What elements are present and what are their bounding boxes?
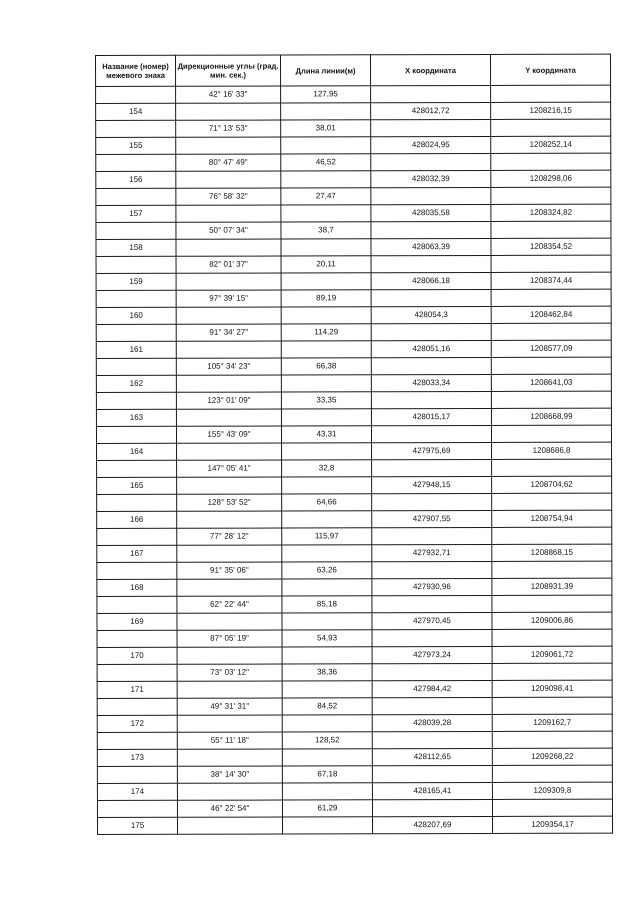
line-length-cell: 114,29 (281, 324, 371, 341)
direction-angle-cell: 91° 34' 27" (176, 324, 281, 341)
y-coordinate-cell: 1208252,14 (491, 136, 611, 153)
line-length-cell: 46,52 (281, 154, 371, 171)
line-length-cell: 84,52 (282, 698, 372, 715)
direction-angle-cell: 77° 28' 12" (177, 528, 282, 545)
x-coordinate-cell: 428024,95 (371, 136, 491, 153)
empty-cell (281, 273, 371, 290)
direction-angle-cell: 82° 01' 37" (176, 256, 281, 273)
empty-cell (371, 187, 491, 204)
x-coordinate-cell: 428051,16 (371, 340, 491, 357)
empty-cell (281, 103, 371, 120)
empty-cell (282, 749, 372, 766)
empty-cell (97, 766, 177, 783)
empty-cell (282, 817, 372, 834)
point-row (97, 510, 612, 528)
empty-cell (371, 357, 491, 374)
empty-cell (176, 273, 281, 290)
empty-cell (97, 562, 177, 579)
point-name-cell: 170 (97, 647, 177, 664)
point-name-cell: 166 (97, 511, 177, 528)
y-coordinate-cell: 1208668,99 (491, 408, 611, 425)
point-row (96, 272, 611, 290)
segment-row (97, 595, 612, 613)
empty-cell (281, 171, 371, 188)
empty-cell (492, 765, 612, 782)
line-length-cell: 89,19 (281, 290, 371, 307)
x-coordinate-cell: 428054,3 (371, 306, 491, 323)
empty-cell (96, 120, 176, 137)
point-row (97, 476, 612, 494)
direction-angle-cell: 105° 34' 23" (176, 358, 281, 375)
line-length-cell: 33,35 (281, 392, 371, 409)
empty-cell (491, 323, 611, 340)
empty-cell (371, 85, 491, 102)
direction-angle-cell: 76° 58' 32" (176, 188, 281, 205)
empty-cell (282, 443, 372, 460)
point-name-cell: 157 (96, 205, 176, 222)
empty-cell (282, 545, 372, 562)
empty-cell (176, 409, 281, 426)
x-coordinate-cell: 428066,18 (371, 272, 491, 289)
header-y-coordinate: Y координата (490, 54, 610, 85)
empty-cell (176, 137, 281, 154)
line-length-cell: 128,52 (282, 732, 372, 749)
point-row (97, 748, 612, 766)
header-line-length: Длина линии(м) (281, 55, 371, 86)
point-row (97, 816, 612, 834)
segment-row (96, 323, 611, 341)
point-row (96, 102, 611, 120)
point-name-cell: 168 (97, 579, 177, 596)
empty-cell (177, 477, 282, 494)
empty-cell (282, 477, 372, 494)
empty-cell (177, 749, 282, 766)
point-row (96, 340, 611, 358)
point-name-cell: 174 (97, 783, 177, 800)
line-length-cell: 85,18 (282, 596, 372, 613)
empty-cell (282, 681, 372, 698)
y-coordinate-cell: 1208216,15 (491, 102, 611, 119)
empty-cell (491, 391, 611, 408)
empty-cell (492, 595, 612, 612)
empty-cell (492, 561, 612, 578)
x-coordinate-cell: 428012,72 (371, 102, 491, 119)
direction-angle-cell: 147° 05' 41" (177, 460, 282, 477)
empty-cell (371, 425, 491, 442)
x-coordinate-cell: 428032,39 (371, 170, 491, 187)
y-coordinate-cell: 1208462,84 (491, 306, 611, 323)
header-row (96, 54, 611, 86)
point-name-cell: 160 (96, 307, 176, 324)
segment-row (97, 731, 612, 749)
empty-cell (371, 323, 491, 340)
empty-cell (492, 799, 612, 816)
segment-row (96, 357, 611, 375)
direction-angle-cell: 46° 22' 54" (177, 800, 282, 817)
point-name-cell: 164 (97, 443, 177, 460)
segment-row (97, 527, 612, 545)
empty-cell (491, 153, 611, 170)
empty-cell (177, 545, 282, 562)
x-coordinate-cell: 427973,24 (372, 646, 492, 663)
y-coordinate-cell: 1208686,8 (492, 442, 612, 459)
empty-cell (372, 527, 492, 544)
header-point-name: Название (номер) межевого знака (96, 55, 176, 86)
point-name-cell: 154 (96, 103, 176, 120)
point-row (97, 714, 612, 732)
empty-cell (281, 375, 371, 392)
empty-cell (176, 239, 281, 256)
empty-cell (281, 409, 371, 426)
point-row (96, 204, 611, 222)
empty-cell (177, 579, 282, 596)
coordinates-table (95, 54, 613, 835)
empty-cell (371, 221, 491, 238)
line-length-cell: 27,47 (281, 188, 371, 205)
empty-cell (96, 324, 176, 341)
y-coordinate-cell: 1208641,03 (491, 374, 611, 391)
empty-cell (176, 171, 281, 188)
segment-row (97, 493, 612, 511)
coordinates-document (95, 55, 610, 835)
y-coordinate-cell: 1209162,7 (492, 714, 612, 731)
empty-cell (281, 307, 371, 324)
x-coordinate-cell: 427984,42 (372, 680, 492, 697)
point-name-cell: 169 (97, 613, 177, 630)
direction-angle-cell: 97° 39' 15" (176, 290, 281, 307)
y-coordinate-cell: 1209098,41 (492, 680, 612, 697)
empty-cell (96, 188, 176, 205)
empty-cell (492, 459, 612, 476)
empty-cell (491, 187, 611, 204)
segment-row (97, 561, 612, 579)
empty-cell (282, 613, 372, 630)
x-coordinate-cell: 428035,58 (371, 204, 491, 221)
y-coordinate-cell: 1209354,17 (492, 816, 612, 833)
y-coordinate-cell: 1209268,22 (492, 748, 612, 765)
empty-cell (176, 375, 281, 392)
line-length-cell: 32,8 (282, 460, 372, 477)
point-row (97, 442, 612, 460)
empty-cell (96, 392, 176, 409)
empty-cell (371, 255, 491, 272)
point-name-cell: 165 (97, 477, 177, 494)
x-coordinate-cell: 427948,15 (372, 476, 492, 493)
point-row (97, 612, 612, 630)
point-row (96, 306, 611, 324)
point-row (97, 544, 612, 562)
empty-cell (96, 426, 176, 443)
empty-cell (371, 119, 491, 136)
empty-cell (282, 511, 372, 528)
direction-angle-cell: 55° 11' 18" (177, 732, 282, 749)
empty-cell (281, 239, 371, 256)
line-length-cell: 38,01 (281, 120, 371, 137)
segment-row (96, 85, 611, 103)
segment-row (96, 187, 611, 205)
point-row (96, 238, 611, 256)
point-name-cell: 163 (96, 409, 176, 426)
y-coordinate-cell: 1208868,15 (492, 544, 612, 561)
point-name-cell: 161 (96, 341, 176, 358)
empty-cell (177, 443, 282, 460)
empty-cell (281, 205, 371, 222)
point-row (96, 136, 611, 154)
empty-cell (492, 493, 612, 510)
empty-cell (491, 221, 611, 238)
empty-cell (177, 681, 282, 698)
y-coordinate-cell: 1208298,06 (491, 170, 611, 187)
empty-cell (281, 341, 371, 358)
empty-cell (177, 511, 282, 528)
empty-cell (372, 561, 492, 578)
y-coordinate-cell: 1208754,94 (492, 510, 612, 527)
point-name-cell: 172 (97, 715, 177, 732)
x-coordinate-cell: 427975,69 (372, 442, 492, 459)
empty-cell (282, 783, 372, 800)
direction-angle-cell: 38° 14' 30" (177, 766, 282, 783)
x-coordinate-cell: 428112,65 (372, 748, 492, 765)
empty-cell (491, 289, 611, 306)
empty-cell (97, 800, 177, 817)
direction-angle-cell: 128° 53' 52" (177, 494, 282, 511)
empty-cell (371, 289, 491, 306)
line-length-cell: 43,31 (281, 426, 371, 443)
empty-cell (176, 103, 281, 120)
line-length-cell: 127,95 (281, 86, 371, 103)
empty-cell (372, 765, 492, 782)
point-row (96, 408, 611, 426)
segment-row (97, 697, 612, 715)
direction-angle-cell: 123° 01' 09" (176, 392, 281, 409)
point-name-cell: 167 (97, 545, 177, 562)
empty-cell (97, 698, 177, 715)
empty-cell (96, 290, 176, 307)
point-name-cell: 159 (96, 273, 176, 290)
x-coordinate-cell: 427932,71 (372, 544, 492, 561)
empty-cell (96, 154, 176, 171)
line-length-cell: 38,36 (282, 664, 372, 681)
empty-cell (177, 613, 282, 630)
point-name-cell: 162 (96, 375, 176, 392)
segment-row (97, 629, 612, 647)
x-coordinate-cell: 428033,34 (371, 374, 491, 391)
line-length-cell: 54,93 (282, 630, 372, 647)
empty-cell (491, 357, 611, 374)
x-coordinate-cell: 428063,39 (371, 238, 491, 255)
empty-cell (282, 579, 372, 596)
empty-cell (372, 697, 492, 714)
segment-row (96, 221, 611, 239)
empty-cell (97, 460, 177, 477)
header-x-coordinate: X координата (371, 54, 491, 85)
point-row (96, 374, 611, 392)
direction-angle-cell: 50° 07' 34" (176, 222, 281, 239)
point-name-cell: 175 (97, 817, 177, 834)
direction-angle-cell: 155° 43' 09" (176, 426, 281, 443)
point-name-cell: 156 (96, 171, 176, 188)
point-name-cell: 171 (97, 681, 177, 698)
x-coordinate-cell: 428039,28 (372, 714, 492, 731)
header-direction-angle: Дирекционные углы (град. мин. сек.) (176, 55, 281, 86)
x-coordinate-cell: 427930,96 (372, 578, 492, 595)
empty-cell (492, 663, 612, 680)
line-length-cell: 38,7 (281, 222, 371, 239)
x-coordinate-cell: 428165,41 (372, 782, 492, 799)
line-length-cell: 63,26 (282, 562, 372, 579)
segment-row (96, 391, 611, 409)
segment-row (97, 459, 612, 477)
empty-cell (491, 255, 611, 272)
empty-cell (492, 697, 612, 714)
segment-row (97, 799, 612, 817)
empty-cell (96, 86, 176, 103)
empty-cell (96, 358, 176, 375)
point-name-cell: 155 (96, 137, 176, 154)
x-coordinate-cell: 428207,69 (372, 816, 492, 833)
y-coordinate-cell: 1208931,39 (492, 578, 612, 595)
line-length-cell: 66,38 (281, 358, 371, 375)
y-coordinate-cell: 1208577,09 (491, 340, 611, 357)
point-name-cell: 173 (97, 749, 177, 766)
point-row (97, 646, 612, 664)
line-length-cell: 64,66 (282, 494, 372, 511)
empty-cell (371, 153, 491, 170)
empty-cell (97, 596, 177, 613)
empty-cell (372, 459, 492, 476)
empty-cell (372, 663, 492, 680)
empty-cell (97, 630, 177, 647)
empty-cell (177, 715, 282, 732)
x-coordinate-cell: 427970,45 (372, 612, 492, 629)
empty-cell (491, 119, 611, 136)
empty-cell (176, 341, 281, 358)
empty-cell (492, 629, 612, 646)
empty-cell (492, 527, 612, 544)
empty-cell (96, 256, 176, 273)
point-row (97, 680, 612, 698)
direction-angle-cell: 62° 22' 44" (177, 596, 282, 613)
point-row (97, 578, 612, 596)
empty-cell (372, 799, 492, 816)
segment-row (97, 663, 612, 681)
x-coordinate-cell: 427907,55 (372, 510, 492, 527)
empty-cell (491, 85, 611, 102)
empty-cell (97, 494, 177, 511)
segment-row (96, 255, 611, 273)
empty-cell (177, 817, 282, 834)
empty-cell (176, 307, 281, 324)
segment-row (96, 119, 611, 137)
segment-row (96, 425, 611, 443)
line-length-cell: 61,29 (282, 800, 372, 817)
segment-row (96, 289, 611, 307)
empty-cell (97, 528, 177, 545)
segment-row (96, 153, 611, 171)
y-coordinate-cell: 1209309,8 (492, 782, 612, 799)
line-length-cell: 20,11 (281, 256, 371, 273)
empty-cell (281, 137, 371, 154)
empty-cell (282, 647, 372, 664)
x-coordinate-cell: 428015,17 (371, 408, 491, 425)
point-row (97, 782, 612, 800)
direction-angle-cell: 73° 03' 12" (177, 664, 282, 681)
empty-cell (97, 732, 177, 749)
direction-angle-cell: 80° 47' 49" (176, 154, 281, 171)
empty-cell (372, 493, 492, 510)
y-coordinate-cell: 1209006,86 (492, 612, 612, 629)
direction-angle-cell: 42° 16' 33" (176, 86, 281, 103)
direction-angle-cell: 87° 05' 19" (177, 630, 282, 647)
y-coordinate-cell: 1208324,82 (491, 204, 611, 221)
empty-cell (176, 205, 281, 222)
direction-angle-cell: 49° 31' 31" (177, 698, 282, 715)
point-row (96, 170, 611, 188)
y-coordinate-cell: 1208374,44 (491, 272, 611, 289)
y-coordinate-cell: 1208354,52 (491, 238, 611, 255)
empty-cell (282, 715, 372, 732)
line-length-cell: 67,18 (282, 766, 372, 783)
segment-row (97, 765, 612, 783)
empty-cell (96, 222, 176, 239)
empty-cell (491, 425, 611, 442)
direction-angle-cell: 71° 13' 53" (176, 120, 281, 137)
empty-cell (177, 647, 282, 664)
empty-cell (371, 391, 491, 408)
point-name-cell: 158 (96, 239, 176, 256)
empty-cell (177, 783, 282, 800)
line-length-cell: 115,97 (282, 528, 372, 545)
empty-cell (372, 595, 492, 612)
empty-cell (492, 731, 612, 748)
y-coordinate-cell: 1209061,72 (492, 646, 612, 663)
empty-cell (97, 664, 177, 681)
direction-angle-cell: 91° 35' 06" (177, 562, 282, 579)
empty-cell (372, 731, 492, 748)
y-coordinate-cell: 1208704,62 (492, 476, 612, 493)
empty-cell (372, 629, 492, 646)
table-body (96, 85, 613, 834)
